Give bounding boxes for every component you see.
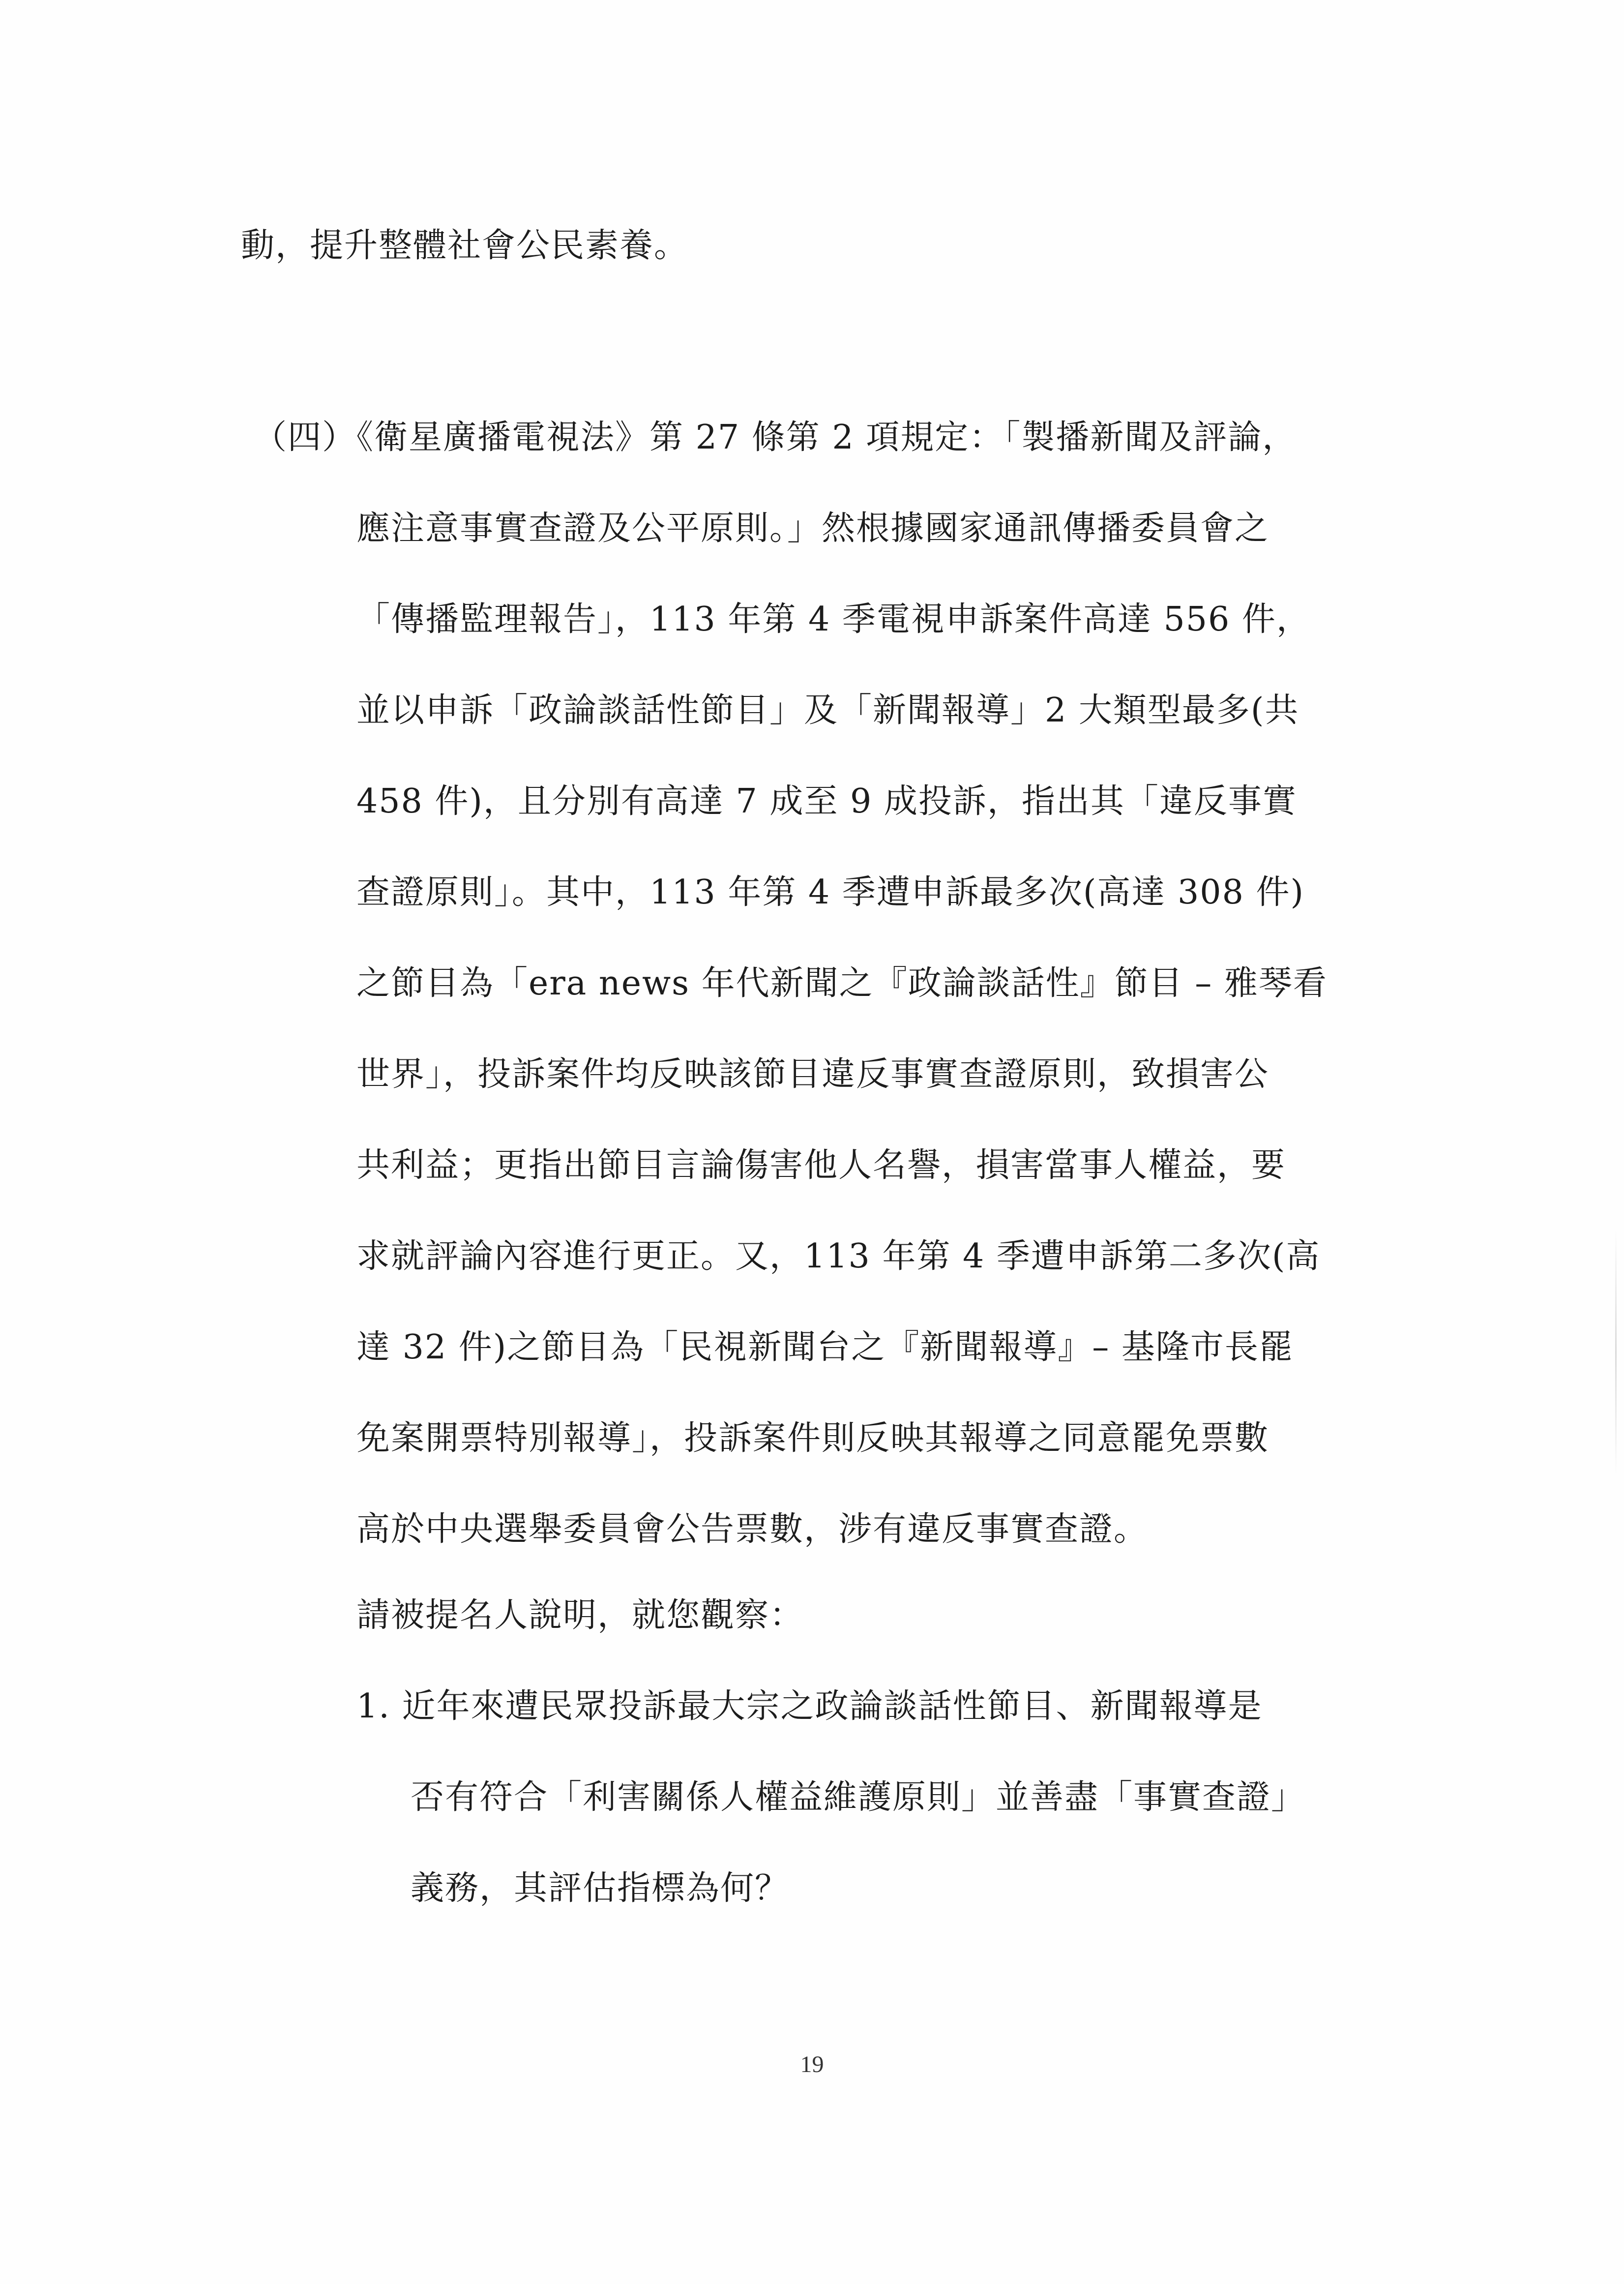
text-line-8: 之節目為「era news 年代新聞之『政論談話性』節目 – 雅琴看 [356,964,1328,1003]
text-line-3: 應注意事實查證及公平原則。」然根據國家通訊傳播委員會之 [356,509,1270,548]
text-line-7: 查證原則」。其中，113 年第 4 季遭申訴最多次(高達 308 件) [356,873,1304,912]
question-item-1-end: 義務，其評估指標為何？ [411,1869,790,1908]
text-line-14: 高於中央選舉委員會公告票數，涉有違反事實查證。 [356,1510,1149,1549]
text-line-12: 達 32 件)之節目為「民視新聞台之『新聞報導』– 基隆市長罷 [356,1328,1294,1367]
text-line-9: 世界」，投訴案件均反映該節目違反事實查證原則，致損害公 [356,1055,1270,1094]
text-line-1: 動，提升整體社會公民素養。 [241,226,689,265]
section-heading-4: （四）《衛星廣播電視法》第 27 條第 2 項規定：「製播新聞及評論， [253,418,1297,457]
text-line-11: 求就評論內容進行更正。又，113 年第 4 季遭申訴第二多次(高 [356,1237,1321,1276]
text-line-13: 免案開票特別報導」，投訴案件則反映其報導之同意罷免票數 [356,1419,1270,1458]
scan-artifact [1615,1230,1617,1475]
page-number: 19 [800,2051,824,2077]
text-line-4: 「傳播監理報告」，113 年第 4 季電視申訴案件高達 556 件， [356,600,1311,639]
question-item-1-continued: 否有符合「利害關係人權益維護原則」並善盡「事實查證」 [411,1778,1306,1817]
text-line-5: 並以申訴「政論談話性節目」及「新聞報導」2 大類型最多(共 [356,691,1299,730]
text-line-6: 458 件)，且分別有高達 7 成至 9 成投訴，指出其「違反事實 [356,782,1297,821]
question-prompt: 請被提名人說明，就您觀察： [356,1596,804,1635]
text-line-10: 共利益；更指出節目言論傷害他人名譽，損害當事人權益，要 [356,1146,1286,1185]
question-item-1: 1. 近年來遭民眾投訴最大宗之政論談話性節目、新聞報導是 [356,1687,1263,1726]
